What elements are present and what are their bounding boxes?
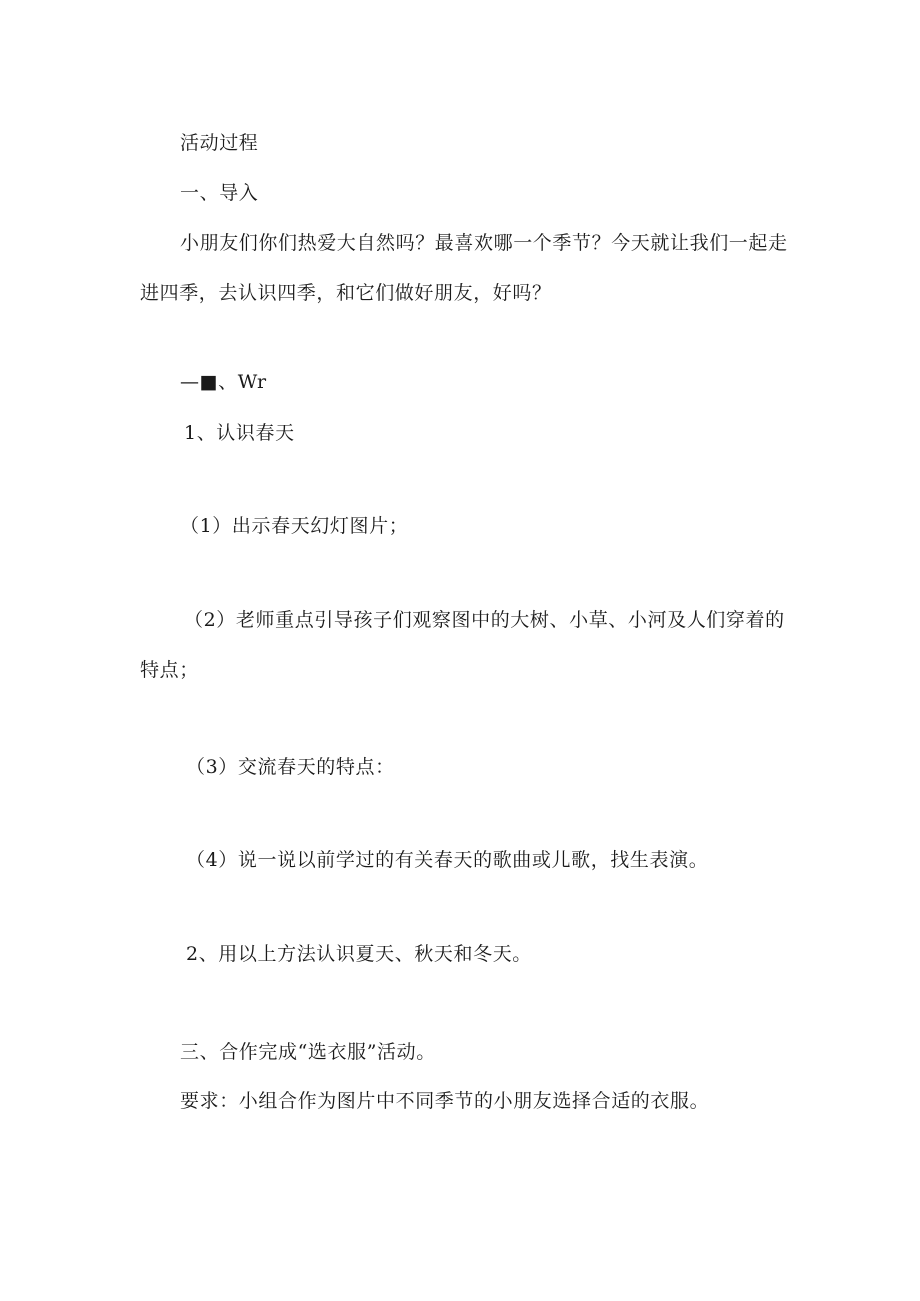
section-title-2: —■、Wr xyxy=(180,371,267,393)
item-title-other-seasons: 2、用以上方法认识夏天、秋天和冬天。 xyxy=(186,943,532,965)
step-4: （4）说一说以前学过的有关春天的歌曲或儿歌，找生表演。 xyxy=(186,849,709,871)
section-title-intro: 一、导入 xyxy=(180,182,259,204)
section-title-3: 三、合作完成“选衣服”活动。 xyxy=(180,1041,436,1063)
step-1: （1）出示春天幻灯图片； xyxy=(180,515,409,537)
requirement-text: 要求：小组合作为图片中不同季节的小朋友选择合适的衣服。 xyxy=(180,1090,710,1112)
item-title-spring: 1、认识春天 xyxy=(184,422,295,444)
document-heading: 活动过程 xyxy=(180,132,259,154)
intro-paragraph: 小朋友们你们热爱大自然吗？最喜欢哪一个季节？今天就让我们一起走进四季，去认识四季，和它们做好朋友，好吗？ xyxy=(140,232,788,304)
step-3: （3）交流春天的特点： xyxy=(186,756,395,778)
step-2: （2）老师重点引导孩子们观察图中的大树、小草、小河及人们穿着的特点； xyxy=(140,609,785,681)
